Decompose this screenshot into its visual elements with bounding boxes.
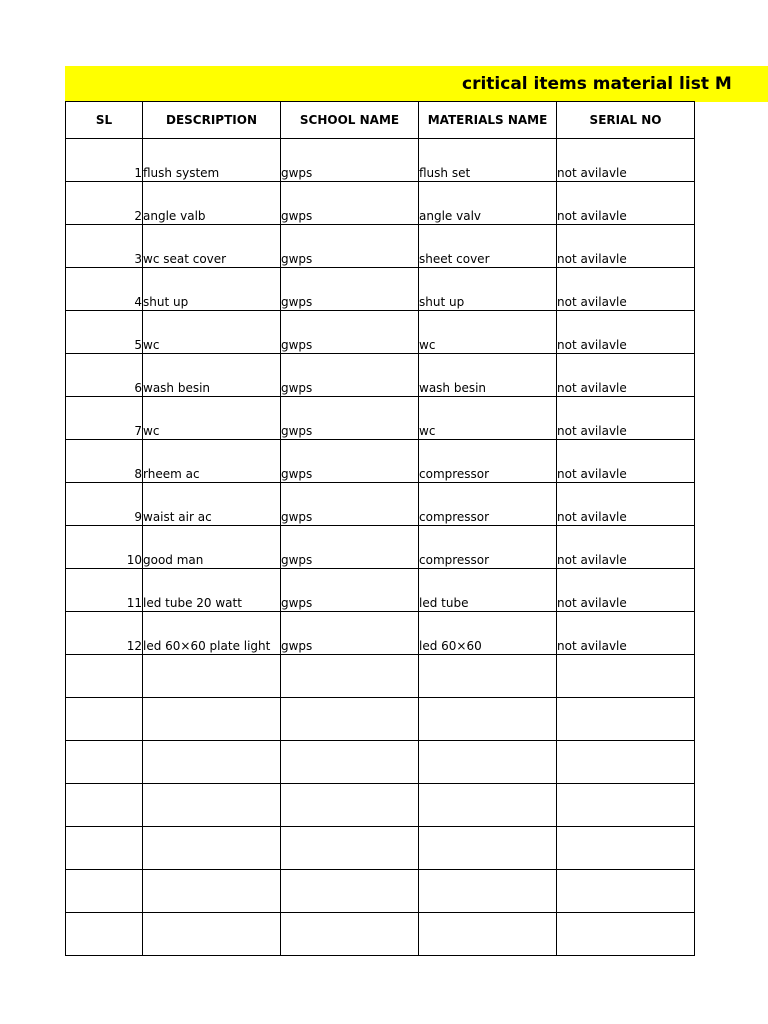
table-row xyxy=(66,182,695,225)
empty-cell[interactable] xyxy=(66,698,143,741)
empty-cell[interactable] xyxy=(66,784,143,827)
cell-materials-name[interactable]: led tube xyxy=(419,569,557,612)
empty-cell[interactable] xyxy=(66,913,143,956)
empty-cell[interactable] xyxy=(66,655,143,698)
cell-materials-name[interactable]: led 60×60 xyxy=(419,612,557,655)
cell-materials-name[interactable]: compressor xyxy=(419,526,557,569)
table-row xyxy=(66,612,695,655)
empty-cell[interactable] xyxy=(143,827,281,870)
cell-sl[interactable]: 12 xyxy=(66,612,143,655)
cell-sl[interactable]: 1 xyxy=(66,139,143,182)
empty-cell[interactable] xyxy=(281,870,419,913)
cell-school-name[interactable]: gwps xyxy=(281,139,419,182)
table-row xyxy=(66,569,695,612)
cell-sl[interactable]: 4 xyxy=(66,268,143,311)
cell-serial-no[interactable]: not avilavle xyxy=(557,397,695,440)
table-row xyxy=(66,526,695,569)
empty-cell[interactable] xyxy=(557,784,695,827)
empty-cell[interactable] xyxy=(143,870,281,913)
empty-cell[interactable] xyxy=(419,784,557,827)
cell-sl[interactable]: 5 xyxy=(66,311,143,354)
cell-sl[interactable]: 10 xyxy=(66,526,143,569)
cell-school-name[interactable]: gwps xyxy=(281,354,419,397)
cell-description[interactable]: flush system xyxy=(143,139,281,182)
empty-cell[interactable] xyxy=(557,827,695,870)
cell-serial-no[interactable]: not avilavle xyxy=(557,440,695,483)
header-materials-name[interactable]: MATERIALS NAME xyxy=(419,102,557,139)
table-row xyxy=(66,397,695,440)
empty-cell[interactable] xyxy=(557,913,695,956)
cell-materials-name[interactable]: wc xyxy=(419,397,557,440)
cell-description[interactable]: led 60×60 plate light xyxy=(143,612,281,655)
empty-cell[interactable] xyxy=(66,870,143,913)
cell-description[interactable]: wc xyxy=(143,311,281,354)
empty-cell[interactable] xyxy=(281,827,419,870)
header-description[interactable]: DESCRIPTION xyxy=(143,102,281,139)
cell-serial-no[interactable]: not avilavle xyxy=(557,569,695,612)
cell-sl[interactable]: 2 xyxy=(66,182,143,225)
empty-cell[interactable] xyxy=(419,741,557,784)
empty-cell[interactable] xyxy=(143,784,281,827)
cell-serial-no[interactable]: not avilavle xyxy=(557,311,695,354)
cell-school-name[interactable]: gwps xyxy=(281,397,419,440)
empty-cell[interactable] xyxy=(281,784,419,827)
empty-cell[interactable] xyxy=(557,698,695,741)
cell-serial-no[interactable]: not avilavle xyxy=(557,354,695,397)
cell-school-name[interactable]: gwps xyxy=(281,612,419,655)
empty-cell[interactable] xyxy=(143,913,281,956)
cell-description[interactable]: wash besin xyxy=(143,354,281,397)
cell-materials-name[interactable]: wc xyxy=(419,311,557,354)
cell-materials-name[interactable]: compressor xyxy=(419,483,557,526)
cell-description[interactable]: rheem ac xyxy=(143,440,281,483)
cell-sl[interactable]: 8 xyxy=(66,440,143,483)
table-row xyxy=(66,440,695,483)
header-school-name[interactable]: SCHOOL NAME xyxy=(281,102,419,139)
cell-materials-name[interactable]: flush set xyxy=(419,139,557,182)
empty-cell[interactable] xyxy=(281,913,419,956)
empty-cell[interactable] xyxy=(143,655,281,698)
empty-cell[interactable] xyxy=(557,741,695,784)
empty-cell[interactable] xyxy=(281,698,419,741)
cell-sl[interactable]: 11 xyxy=(66,569,143,612)
cell-school-name[interactable]: gwps xyxy=(281,526,419,569)
cell-school-name[interactable]: gwps xyxy=(281,182,419,225)
empty-row xyxy=(66,655,695,698)
empty-row xyxy=(66,741,695,784)
empty-row xyxy=(66,870,695,913)
empty-row xyxy=(66,698,695,741)
cell-materials-name[interactable]: compressor xyxy=(419,440,557,483)
empty-cell[interactable] xyxy=(66,741,143,784)
header-row xyxy=(66,102,695,139)
cell-materials-name[interactable]: wash besin xyxy=(419,354,557,397)
table-row xyxy=(66,225,695,268)
empty-cell[interactable] xyxy=(419,870,557,913)
header-sl[interactable]: SL xyxy=(66,102,143,139)
cell-serial-no[interactable]: not avilavle xyxy=(557,483,695,526)
cell-serial-no[interactable]: not avilavle xyxy=(557,612,695,655)
table-row xyxy=(66,483,695,526)
cell-materials-name[interactable]: angle valv xyxy=(419,182,557,225)
cell-materials-name[interactable]: sheet cover xyxy=(419,225,557,268)
empty-cell[interactable] xyxy=(66,827,143,870)
cell-description[interactable]: waist air ac xyxy=(143,483,281,526)
empty-cell[interactable] xyxy=(419,655,557,698)
cell-description[interactable]: good man xyxy=(143,526,281,569)
empty-cell[interactable] xyxy=(557,870,695,913)
table-body xyxy=(66,139,695,956)
title-bar xyxy=(65,66,768,102)
cell-sl[interactable]: 9 xyxy=(66,483,143,526)
table-row xyxy=(66,139,695,182)
cell-serial-no[interactable]: not avilavle xyxy=(557,268,695,311)
cell-sl[interactable]: 7 xyxy=(66,397,143,440)
empty-cell[interactable] xyxy=(143,741,281,784)
cell-description[interactable]: led tube 20 watt xyxy=(143,569,281,612)
cell-description[interactable]: angle valb xyxy=(143,182,281,225)
empty-cell[interactable] xyxy=(557,655,695,698)
cell-sl[interactable]: 3 xyxy=(66,225,143,268)
cell-serial-no[interactable]: not avilavle xyxy=(557,182,695,225)
cell-school-name[interactable]: gwps xyxy=(281,483,419,526)
cell-school-name[interactable]: gwps xyxy=(281,569,419,612)
cell-serial-no[interactable]: not avilavle xyxy=(557,139,695,182)
empty-row xyxy=(66,784,695,827)
empty-cell[interactable] xyxy=(143,698,281,741)
cell-school-name[interactable]: gwps xyxy=(281,311,419,354)
cell-sl[interactable]: 6 xyxy=(66,354,143,397)
empty-row xyxy=(66,913,695,956)
empty-row xyxy=(66,827,695,870)
empty-cell[interactable] xyxy=(281,655,419,698)
cell-school-name[interactable]: gwps xyxy=(281,440,419,483)
cell-description[interactable]: shut up xyxy=(143,268,281,311)
cell-serial-no[interactable]: not avilavle xyxy=(557,225,695,268)
empty-cell[interactable] xyxy=(419,913,557,956)
table-row xyxy=(66,354,695,397)
empty-cell[interactable] xyxy=(419,698,557,741)
empty-cell[interactable] xyxy=(419,827,557,870)
material-table xyxy=(65,101,695,956)
cell-description[interactable]: wc seat cover xyxy=(143,225,281,268)
cell-description[interactable]: wc xyxy=(143,397,281,440)
header-serial-no[interactable]: SERIAL NO xyxy=(557,102,695,139)
cell-school-name[interactable]: gwps xyxy=(281,225,419,268)
cell-serial-no[interactable]: not avilavle xyxy=(557,526,695,569)
empty-cell[interactable] xyxy=(281,741,419,784)
sheet-title: critical items material list M xyxy=(462,74,732,94)
table-row xyxy=(66,311,695,354)
cell-school-name[interactable]: gwps xyxy=(281,268,419,311)
table-row xyxy=(66,268,695,311)
cell-materials-name[interactable]: shut up xyxy=(419,268,557,311)
